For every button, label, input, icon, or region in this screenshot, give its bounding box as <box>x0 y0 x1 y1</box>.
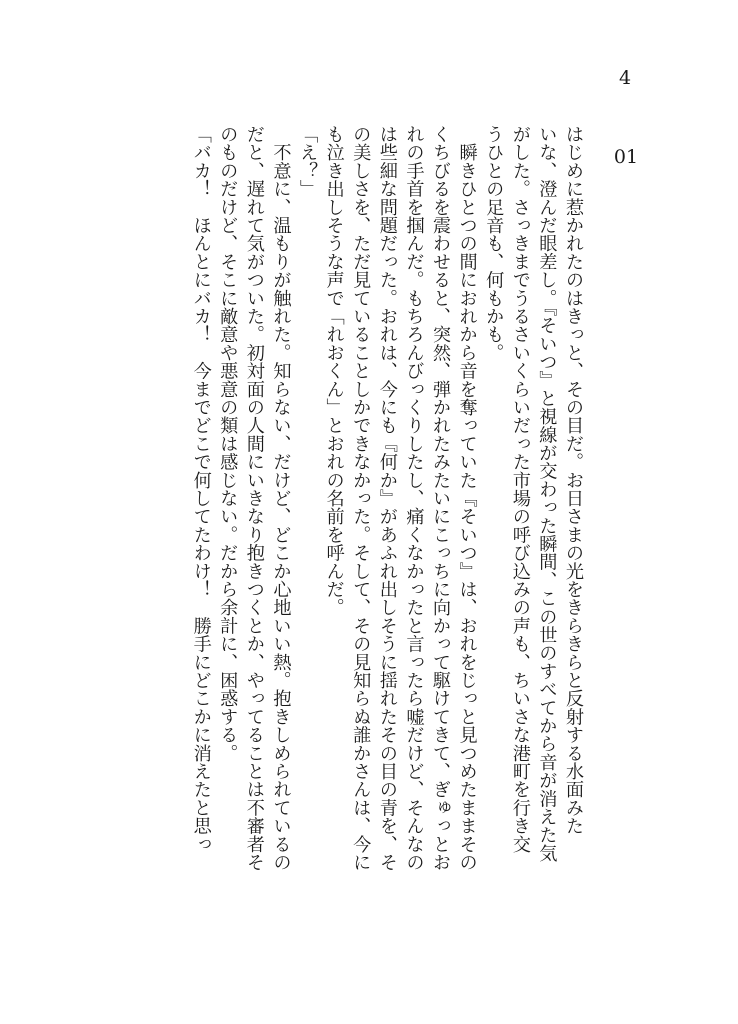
text-line: 不意に、温もりが触れた。知らない、だけど、どこか心地いい熱。抱きしめられているの <box>270 125 292 872</box>
text-line: くちびるを震わせると、突然、弾かれたみたいにこっちに向かって駆けてきて、ぎゅっとお <box>430 125 452 872</box>
text-line: 瞬きひとつの間におれから音を奪っていた『そいつ』は、おれをじっと見つめたままその <box>456 125 478 872</box>
text-line: いな、澄んだ眼差し。『そいつ』と視線が交わった瞬間、この世のすべてから音が消えた気 <box>536 125 558 863</box>
text-line: はじめに惹かれたのはきっと、その目だ。お日さまの光をきらきらと反射する水面みた <box>563 125 584 835</box>
text-line: うひとの足音も、何もかも。 <box>483 125 505 362</box>
text-line: も泣き出しそうな声で「れおくん」とおれの名前を呼んだ。 <box>323 125 345 617</box>
text-line: がした。さっきまでうるさいくらいだった市場の呼び込みの声も、ちいさな港町を行き交 <box>509 125 531 853</box>
text-line: れの手首を掴んだ。もちろんびっくりしたし、痛くなかったと言ったら嘘だけど、そんなの <box>403 125 425 872</box>
text-line: は些細な問題だった。おれは、今にも『何か』があふれ出しそうに揺れたその目の青を、そ <box>376 125 398 872</box>
page-number: 4 <box>618 67 632 89</box>
body-text <box>187 125 586 935</box>
text-line: だと、遅れて気がついた。初対面の人間にいきなり抱きつくとか、やってることは不審者そ <box>243 125 265 872</box>
chapter-number: 01 <box>613 146 639 168</box>
text-line: 「バカ！ ほんとにバカ！ 今までどこで何してたわけ！ 勝手にどこかに消えたと思っ <box>190 125 212 853</box>
text-line: のものだけど、そこに敵意や悪意の類は感じない。だから余計に、困惑する。 <box>217 125 239 762</box>
text-line: 「え？」 <box>297 125 319 198</box>
text-line: の美しさを、ただ見ていることしかできなかった。そして、その見知らぬ誰かさんは、今に <box>350 125 372 872</box>
